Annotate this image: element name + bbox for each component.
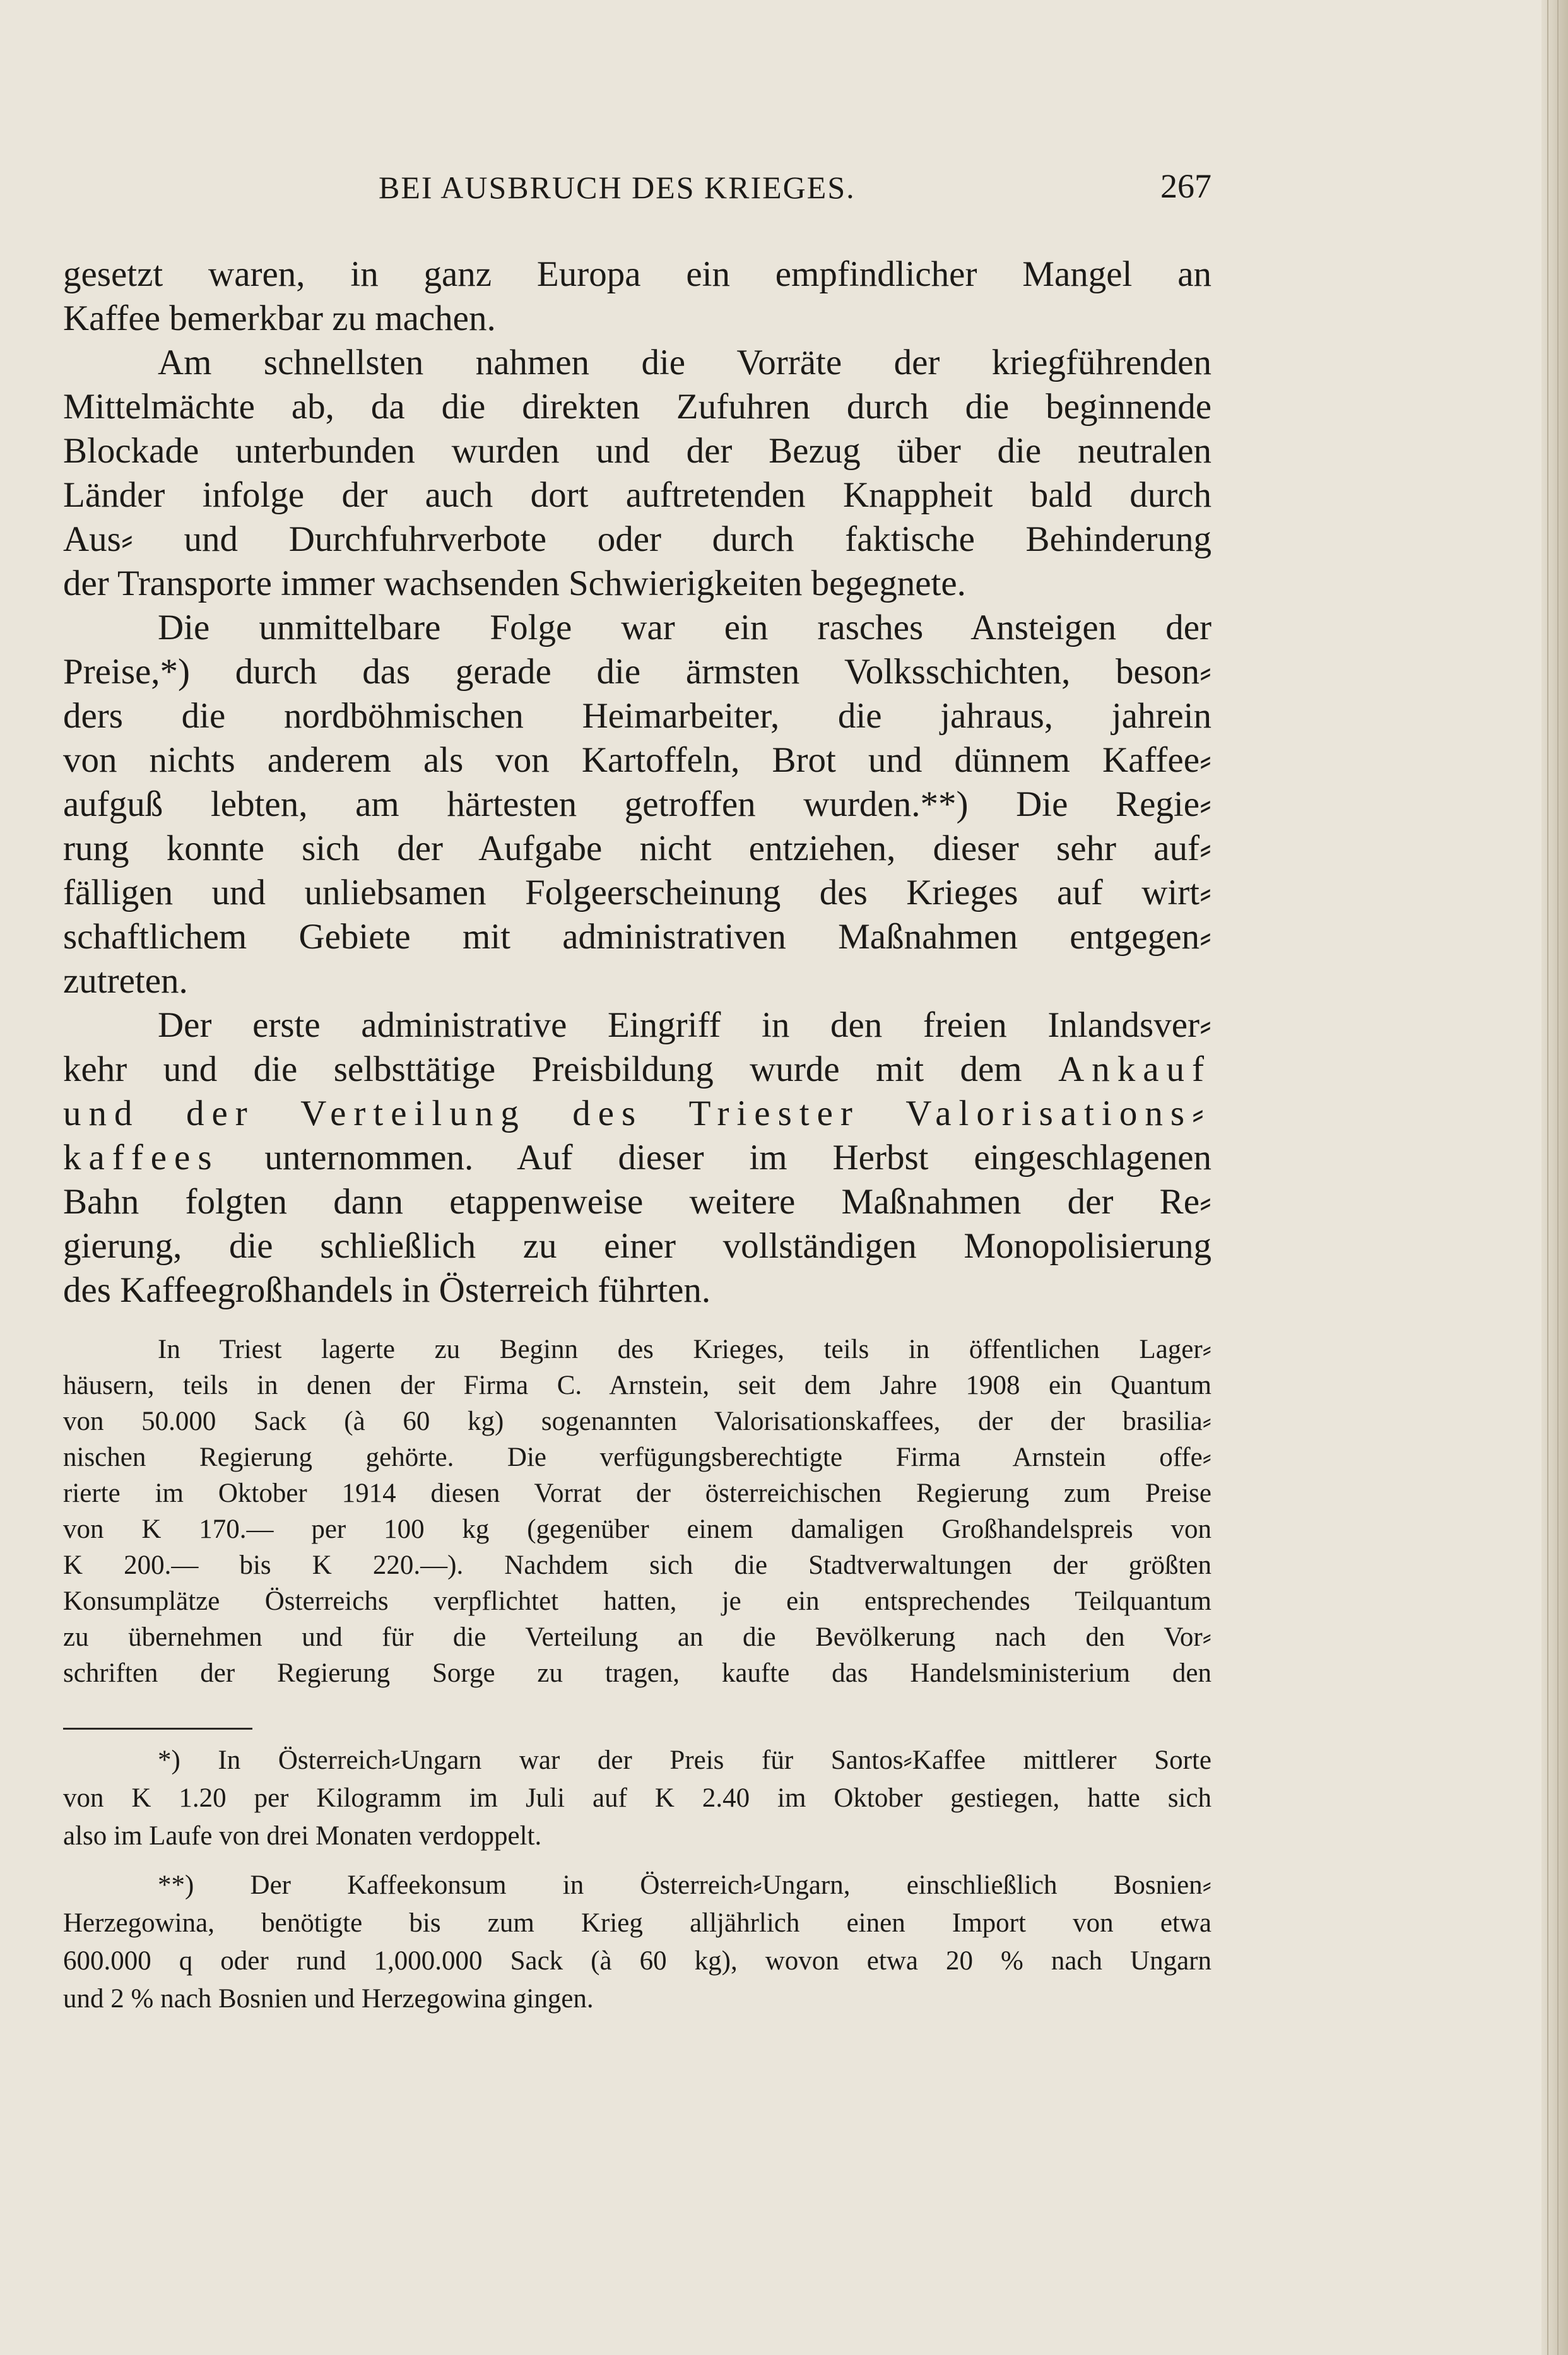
small-text-line: schriften der Regierung Sorge zu tragen, kaufte das Handelsministerium den (63, 1658, 1211, 1688)
small-text-line: K 200.— bis K 220.—). Nachdem sich die Stadtverwaltungen der größten (63, 1550, 1211, 1580)
text-line: Der erste administrative Eingriff in den freien Inlandsver⸗ (158, 1005, 1211, 1045)
small-text-line: häusern, teils in denen der Firma C. Arnstein, seit dem Jahre 1908 ein Quantum (63, 1371, 1211, 1400)
text-line: rung konnte sich der Aufgabe nicht entziehen, dieser sehr auf⸗ (63, 829, 1211, 868)
text-line: Blockade unterbunden wurden und der Bezug über die neutralen (63, 431, 1211, 471)
small-text-line: Konsumplätze Österreichs verpflichtet hatten, je ein entsprechendes Teilquantum (63, 1586, 1211, 1616)
small-text-line: von 50.000 Sack (à 60 kg) sogenannten Valorisationskaffees, der der brasilia⸗ (63, 1407, 1211, 1436)
footnote-line: **) Der Kaffeekonsum in Österreich⸗Ungarn, einschließlich Bosnien⸗ (158, 1870, 1211, 1900)
text-line: Kaffee bemerkbar zu machen. (63, 298, 496, 338)
text-line: der Transporte immer wachsenden Schwierigkeiten begegnete. (63, 564, 966, 603)
small-text-line: zu übernehmen und für die Verteilung an die Bevölkerung nach den Vor⸗ (63, 1622, 1211, 1652)
text-line: Bahn folgten dann etappenweise weitere Maßnahmen der Re⸗ (63, 1182, 1211, 1222)
text-line: Aus⸗ und Durchfuhrverbote oder durch faktische Behinderung (63, 519, 1211, 559)
spaced-term: Ankauf (1058, 1049, 1211, 1089)
footnote-line: Herzegowina, benötigte bis zum Krieg alljährlich einen Import von etwa (63, 1908, 1211, 1938)
footnote-divider (63, 1728, 252, 1730)
small-text-line: von K 170.— per 100 kg (gegenüber einem damaligen Großhandelspreis von (63, 1514, 1211, 1544)
small-text-line: rierte im Oktober 1914 diesen Vorrat der österreichischen Regierung zum Preise (63, 1479, 1211, 1508)
text-line: fälligen und unliebsamen Folgeerscheinung des Krieges auf wirt⸗ (63, 873, 1211, 912)
text-segment: unternommen. Auf dieser im Herbst eingeschlagenen (264, 1138, 1211, 1178)
text-line: ders die nordböhmischen Heimarbeiter, die jahraus, jahrein (63, 696, 1211, 736)
text-line: und der Verteilung des Triester Valorisations⸗ (63, 1094, 1211, 1133)
page-edge-line (1557, 0, 1559, 2355)
text-line: zutreten. (63, 961, 188, 1001)
page-edge-line (1547, 0, 1548, 2355)
spaced-term: kaffees (63, 1138, 220, 1178)
text-line: Länder infolge der auch dort auftretenden Knappheit bald durch (63, 475, 1211, 515)
footnotes (63, 1742, 1211, 2018)
footnote-line: und 2 % nach Bosnien und Herzegowina gingen. (63, 1984, 594, 2014)
footnote-line: *) In Österreich⸗Ungarn war der Preis für Santos⸗Kaffee mittlerer Sorte (158, 1745, 1211, 1775)
text-line: aufguß lebten, am härtesten getroffen wurden.**) Die Regie⸗ (63, 784, 1211, 824)
text-line: schaftlichem Gebiete mit administrativen Maßnahmen entgegen⸗ (63, 917, 1211, 957)
text-line: Am schnellsten nahmen die Vorräte der kriegführenden (158, 343, 1211, 382)
text-segment: kehr und die selbsttätige Preisbildung wurde mit dem (63, 1049, 1022, 1089)
small-print-paragraph (63, 1331, 1211, 1691)
small-text-line: nischen Regierung gehörte. Die verfügungsberechtigte Firma Arnstein offe⸗ (63, 1443, 1211, 1472)
footnote-line: von K 1.20 per Kilogramm im Juli auf K 2.40 im Oktober gestiegen, hatte sich (63, 1783, 1211, 1813)
running-head: BEI AUSBRUCH DES KRIEGES. (379, 170, 856, 205)
text-line: Preise,*) durch das gerade die ärmsten Volksschichten, beson⸗ (63, 652, 1211, 692)
footnote-gap (63, 1855, 1211, 1867)
text-line: gierung, die schließlich zu einer vollständigen Monopolisierung (63, 1226, 1211, 1266)
page-number: 267 (1160, 167, 1211, 205)
page-edge (1541, 0, 1568, 2355)
text-line: Mittelmächte ab, da die direkten Zufuhren durch die beginnende (63, 387, 1211, 427)
text-line (63, 1048, 1211, 1092)
page-header (379, 169, 1211, 220)
small-text-line: In Triest lagerte zu Beginn des Krieges, teils in öffentlichen Lager⸗ (158, 1335, 1211, 1364)
text-line (63, 1136, 1211, 1180)
text-line: von nichts anderem als von Kartoffeln, Brot und dünnem Kaffee⸗ (63, 740, 1211, 780)
text-line: des Kaffeegroßhandels in Österreich führten. (63, 1270, 711, 1310)
text-line: gesetzt waren, in ganz Europa ein empfindlicher Mangel an (63, 254, 1211, 294)
footnote-line: also im Laufe von drei Monaten verdoppelt. (63, 1821, 542, 1851)
main-text (63, 252, 1211, 1313)
text-line: Die unmittelbare Folge war ein rasches Ansteigen der (158, 608, 1211, 647)
footnote-line: 600.000 q oder rund 1,000.000 Sack (à 60 kg), wovon etwa 20 % nach Ungarn (63, 1946, 1211, 1976)
